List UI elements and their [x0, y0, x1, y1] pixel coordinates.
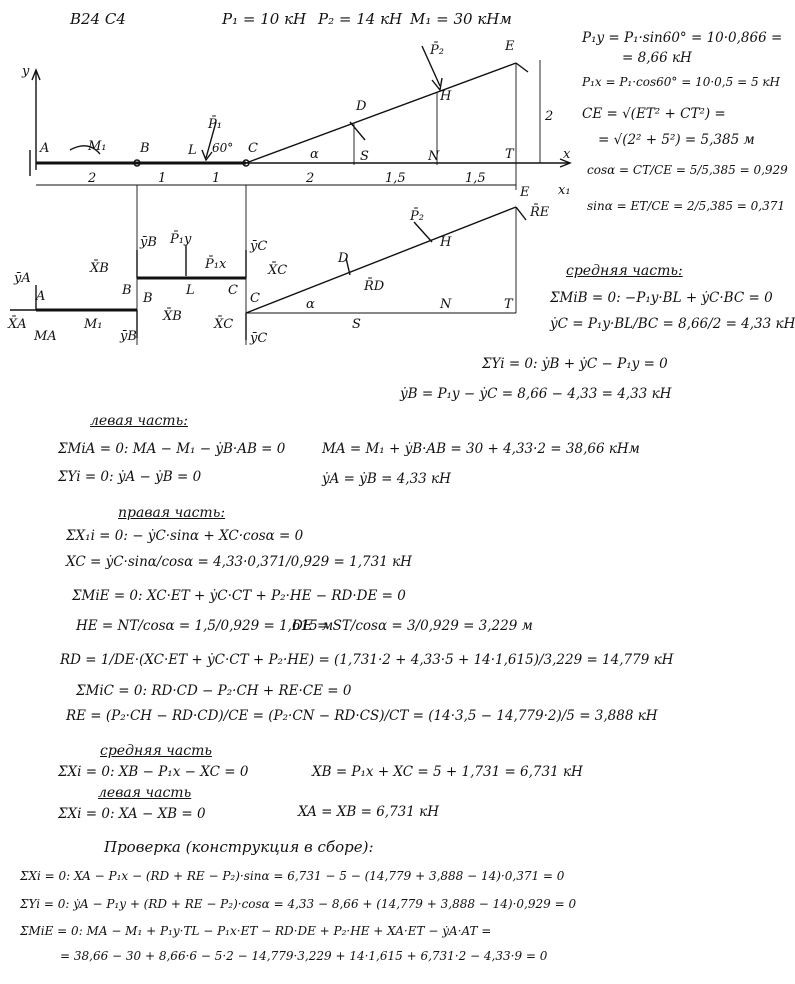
- left-eq-4: ẏA = ẏB = 4,33 кН: [322, 471, 451, 487]
- check-title: Проверка (конструкция в сборе):: [104, 838, 374, 856]
- y-axis-label: y: [22, 64, 30, 79]
- label-s2: S: [352, 317, 361, 332]
- label-60deg: 60°: [212, 141, 234, 155]
- label-p1: P̄₁: [208, 117, 222, 132]
- left-part-2-title: левая часть: [98, 785, 192, 801]
- label-xb-left: X̄B: [163, 309, 182, 324]
- left2-eq-1: ΣXi = 0: XA − XB = 0: [58, 806, 206, 822]
- label-l: L: [188, 143, 197, 158]
- label-t2: T: [504, 297, 513, 312]
- calc-p1x: P₁x = P₁·cos60° = 10·0,5 = 5 кН: [582, 75, 781, 89]
- beam-ce: [246, 63, 516, 163]
- label-p2: P̄₂: [430, 43, 444, 58]
- middle2-eq-2: XB = P₁x + XC = 5 + 1,731 = 6,731 кН: [312, 764, 583, 780]
- label-xa: X̄A: [8, 317, 27, 332]
- middle-part-title: средняя часть:: [566, 263, 683, 279]
- label-l2: L: [186, 283, 195, 298]
- dim-bl: 1: [158, 171, 167, 186]
- dim-nt: 1,5: [465, 171, 486, 186]
- calc-p1y: P₁y = P₁·sin60° = 10·0,866 =: [582, 30, 783, 46]
- label-n: N: [428, 149, 440, 164]
- left2-eq-2: XA = XB = 6,731 кН: [298, 804, 439, 820]
- support-e: [516, 63, 528, 72]
- label-p1y: P̄₁y: [170, 232, 192, 247]
- label-p1x: P̄₁x: [205, 257, 227, 272]
- label-m1: M₁: [88, 139, 107, 154]
- label-xc: X̄C: [268, 263, 288, 278]
- label-c3: C: [250, 291, 260, 306]
- middle-part-2-title: средняя часть: [100, 743, 212, 759]
- label-h: H: [440, 89, 452, 104]
- right-eq-4: HE = NT/cosα = 1,5/0,929 = 1,615 м: [76, 618, 334, 634]
- label-a2: A: [36, 289, 46, 304]
- left-eq-1: ΣMiA = 0: MA − M₁ − ẏB·AB = 0: [58, 441, 286, 457]
- label-b: B: [140, 141, 150, 156]
- dim-lc: 1: [212, 171, 221, 186]
- label-s: S: [360, 149, 369, 164]
- middle-eq-1: ΣMiB = 0: −P₁y·BL + ẏC·BC = 0: [550, 290, 773, 306]
- check-eq-4: = 38,66 − 30 + 8,66·6 − 5·2 − 14,779·3,229 + 14·1,615 + 6,731·2 − 4,33·9 = 0: [60, 949, 548, 963]
- label-dim-2: 2: [545, 109, 554, 124]
- middle-eq-3: ΣYi = 0: ẏB + ẏC − P₁y = 0: [482, 356, 668, 372]
- check-eq-1: ΣXi = 0: XA − P₁x − (RD + RE − P₂)·sinα = 6,731 − 5 − (14,779 + 3,888 − 14)·0,371 = 0: [20, 869, 565, 883]
- label-x1: x₁: [558, 183, 571, 198]
- label-alpha: α: [310, 147, 319, 162]
- calc-cos: cosα = CT/CE = 5/5,385 = 0,929: [587, 163, 788, 177]
- right-eq-7: ΣMiC = 0: RD·CD − P₂·CH + RE·CE = 0: [76, 683, 352, 699]
- dim-cs: 2: [306, 171, 315, 186]
- label-yc2: ȳC: [250, 331, 268, 346]
- label-m1-b: M₁: [84, 317, 103, 332]
- label-a: A: [40, 141, 50, 156]
- dim-ab: 2: [88, 171, 97, 186]
- label-alpha2: α: [306, 297, 315, 312]
- label-c2: C: [228, 283, 238, 298]
- middle-eq-4: ẏB = P₁y − ẏC = 8,66 − 4,33 = 4,33 кН: [400, 386, 672, 402]
- p1-value: P₁ = 10 кН: [222, 10, 307, 28]
- left-part-title: левая часть:: [90, 413, 188, 429]
- m1-value: M₁ = 30 кНм: [410, 10, 512, 28]
- check-eq-3: ΣMiE = 0: MA − M₁ + P₁y·TL − P₁x·ET − RD·DE + P₂·HE + XA·ET − ẏA·AT =: [20, 924, 492, 938]
- middle2-eq-1: ΣXi = 0: XB − P₁x − XC = 0: [58, 764, 249, 780]
- label-yb-left: ȳB: [120, 329, 137, 344]
- middle-eq-2: ẏC = P₁y·BL/BC = 8,66/2 = 4,33 кН: [550, 316, 795, 332]
- label-yc: ȳC: [250, 239, 268, 254]
- support-d: [350, 122, 365, 140]
- p2-value: P₂ = 14 кН: [318, 10, 403, 28]
- right-eq-3: ΣMiE = 0: XC·ET + ẏC·CT + P₂·HE − RD·DE = 0: [72, 588, 406, 604]
- left-eq-2: MA = M₁ + ẏB·AB = 30 + 4,33·2 = 38,66 кНм: [322, 441, 640, 457]
- dim-sn: 1,5: [385, 171, 406, 186]
- label-xb: X̄B: [90, 261, 109, 276]
- label-ma: MA: [34, 329, 57, 344]
- fbd-ce: [246, 207, 516, 313]
- label-yb: ȳB: [140, 235, 157, 250]
- label-xc2: X̄C: [214, 317, 234, 332]
- right-eq-5: DE = ST/cosα = 3/0,929 = 3,229 м: [292, 618, 533, 634]
- force-p2-bottom: [414, 222, 432, 242]
- label-b2: B: [122, 283, 132, 298]
- label-t: T: [505, 147, 514, 162]
- label-b-left: B: [143, 291, 153, 306]
- label-c: C: [248, 141, 258, 156]
- label-rd: R̄D: [364, 279, 385, 294]
- right-eq-2: XC = ẏC·sinα/cosα = 4,33·0,371/0,929 = 1,731 кН: [66, 554, 412, 570]
- force-re: [516, 207, 526, 220]
- label-e2: E: [520, 185, 530, 200]
- x-axis-label: x: [563, 147, 571, 162]
- label-re: R̄E: [530, 205, 550, 220]
- right-eq-6: RD = 1/DE·(XC·ET + ẏC·CT + P₂·HE) = (1,731·2 + 4,33·5 + 14·1,615)/3,229 = 14,779 кН: [60, 652, 674, 668]
- calc-p1y-result: = 8,66 кН: [622, 50, 692, 66]
- label-n2: N: [440, 297, 452, 312]
- calc-ce: CE = √(ET² + CT²) =: [582, 106, 726, 122]
- label-e: E: [505, 39, 515, 54]
- label-d2: D: [338, 251, 349, 266]
- calc-ce-result: = √(2² + 5²) = 5,385 м: [598, 132, 755, 148]
- check-eq-2: ΣYi = 0: ẏA − P₁y + (RD + RE − P₂)·cosα = 4,33 − 8,66 + (14,779 + 3,888 − 14)·0,929 = 0: [20, 897, 577, 911]
- label-ya: ȳA: [14, 271, 31, 286]
- calc-sin: sinα = ET/CE = 2/5,385 = 0,371: [587, 199, 786, 213]
- variant-label: B24 C4: [70, 10, 126, 28]
- label-p2-b: P̄₂: [410, 209, 424, 224]
- label-d: D: [356, 99, 367, 114]
- right-eq-1: ΣX₁i = 0: − ẏC·sinα + XC·cosα = 0: [66, 528, 304, 544]
- right-part-title: правая часть:: [118, 505, 226, 521]
- right-eq-8: RE = (P₂·CH − RD·CD)/CE = (P₂·CN − RD·CS)/CT = (14·3,5 − 14,779·2)/5 = 3,888 кН: [66, 708, 658, 724]
- label-h2: H: [440, 235, 452, 250]
- left-eq-3: ΣYi = 0: ẏA − ẏB = 0: [58, 469, 202, 485]
